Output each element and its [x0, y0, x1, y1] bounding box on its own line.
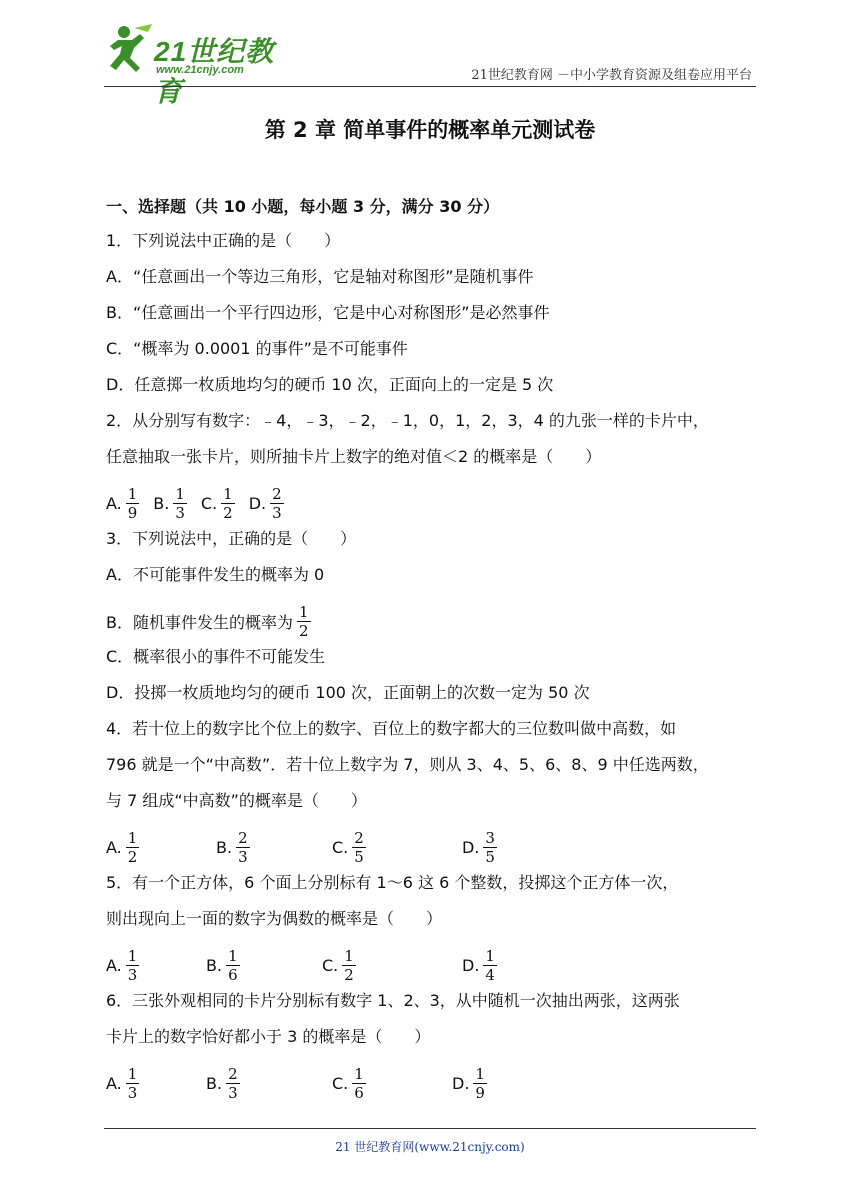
- denominator: 3: [127, 1083, 138, 1102]
- q3-option-b-row: [106, 598, 758, 644]
- fraction: [126, 486, 140, 521]
- option-label: B.: [206, 955, 223, 975]
- fraction: [126, 1066, 140, 1101]
- q6-stem-line2: 卡片上的数字恰好都小于 3 的概率是（ ）: [106, 1027, 431, 1046]
- numerator: 2: [354, 828, 364, 847]
- fraction: [352, 830, 366, 865]
- q4-stem-line3: 与 7 组成“中高数”的概率是（ ）: [106, 791, 367, 810]
- q5-option-c: [322, 948, 462, 983]
- denominator: 3: [175, 503, 185, 522]
- numerator: 1: [127, 828, 138, 847]
- q3-option-c: C．概率很小的事件不可能发生: [106, 647, 326, 666]
- runner-logo-icon: [104, 24, 156, 74]
- q6-options: [106, 1060, 758, 1106]
- q3-option-b: B．随机事件发生的概率为: [106, 612, 293, 632]
- denominator: 5: [485, 847, 495, 866]
- q2-option-b: [153, 486, 191, 521]
- q1-option-d: D．任意掷一枚质地均匀的硬币 10 次，正面向上的一定是 5 次: [106, 375, 554, 394]
- q2-option-d: [249, 486, 288, 521]
- logo-url: www.21cnjy.com: [156, 64, 244, 76]
- option-label: A.: [106, 955, 122, 975]
- numerator: 1: [127, 946, 138, 965]
- option-label: D.: [462, 837, 480, 857]
- fraction: [270, 486, 284, 521]
- numerator: 1: [475, 1064, 485, 1083]
- denominator: 3: [272, 503, 282, 522]
- site-logo[interactable]: [104, 24, 284, 107]
- q6-option-c: [332, 1066, 452, 1101]
- footer-divider: [104, 1128, 756, 1129]
- fraction: [473, 1066, 487, 1101]
- q1-option-b: B．“任意画出一个平行四边形，它是中心对称图形”是必然事件: [106, 303, 550, 322]
- page-header: [0, 0, 860, 107]
- q6-option-a: [106, 1066, 206, 1101]
- option-label: C.: [332, 837, 349, 857]
- logo-text: 21世纪教育: [154, 36, 275, 107]
- fraction: [226, 1066, 240, 1101]
- numerator: 1: [228, 946, 238, 965]
- q3-option-a: A．不可能事件发生的概率为 0: [106, 565, 325, 584]
- numerator: 1: [175, 484, 185, 503]
- numerator: 3: [485, 828, 495, 847]
- exam-content: [106, 194, 758, 1106]
- fraction: [352, 1066, 366, 1101]
- numerator: 1: [354, 1064, 364, 1083]
- q1-option-c: C．“概率为 0.0001 的事件”是不可能事件: [106, 339, 408, 358]
- option-label: D.: [452, 1073, 470, 1093]
- q5-option-a: [106, 948, 206, 983]
- fraction: [483, 948, 497, 983]
- q6-option-d: [452, 1066, 491, 1101]
- numerator: 1: [223, 484, 233, 503]
- option-label: C.: [322, 955, 339, 975]
- option-label: A.: [106, 1073, 122, 1093]
- numerator: 1: [127, 484, 138, 503]
- denominator: 9: [127, 503, 138, 522]
- denominator: 3: [127, 965, 138, 984]
- option-label: C.: [332, 1073, 349, 1093]
- option-label: A.: [106, 837, 122, 857]
- header-site-name: 21世纪教育网 －中小学教育资源及组卷应用平台: [471, 68, 752, 83]
- q5-option-b: [206, 948, 322, 983]
- option-label: A.: [106, 493, 122, 513]
- numerator: 1: [298, 602, 309, 621]
- q2-stem-line1: 2．从分别写有数字：﹣4，﹣3，﹣2，﹣1，0，1，2，3，4 的九张一样的卡片中，: [106, 411, 709, 430]
- q3-stem: 3．下列说法中，正确的是（ ）: [106, 529, 357, 548]
- denominator: 6: [228, 965, 238, 984]
- q2-stem-line2: 任意抽取一张卡片，则所抽卡片上数字的绝对值＜2 的概率是（ ）: [106, 447, 602, 466]
- fraction: [342, 948, 356, 983]
- numerator: 1: [127, 1064, 138, 1083]
- q6-option-b: [206, 1066, 332, 1101]
- q3-option-d: D．投掷一枚质地均匀的硬币 100 次，正面朝上的次数一定为 50 次: [106, 683, 590, 702]
- q5-stem-line1: 5．有一个正方体，6 个面上分别标有 1～6 这 6 个整数，投掷这个正方体一次，: [106, 873, 679, 892]
- denominator: 5: [354, 847, 364, 866]
- option-label: C.: [200, 493, 218, 513]
- fraction: [126, 948, 140, 983]
- denominator: 9: [475, 1083, 485, 1102]
- option-label: B.: [153, 493, 170, 513]
- q4-option-a: [106, 830, 216, 865]
- footer-link[interactable]: 21 世纪教育网(www.21cnjy.com): [335, 1140, 525, 1154]
- q4-stem-line1: 4．若十位上的数字比个位上的数字、百位上的数字都大的三位数叫做中高数，如: [106, 719, 677, 738]
- q5-stem-line2: 则出现向上一面的数字为偶数的概率是（ ）: [106, 909, 443, 928]
- q4-stem-line2: 796 就是一个“中高数”．若十位上数字为 7，则从 3、4、5、6、8、9 中任选两数，: [106, 755, 709, 774]
- fraction: [221, 486, 235, 521]
- q4-option-d: [462, 830, 501, 865]
- denominator: 2: [223, 503, 233, 522]
- q6-stem-line1: 6．三张外观相同的卡片分别标有数字 1、2、3，从中随机一次抽出两张，这两张: [106, 991, 680, 1010]
- q4-option-b: [216, 830, 332, 865]
- option-label: D.: [248, 493, 267, 513]
- numerator: 2: [272, 484, 282, 503]
- denominator: 2: [344, 965, 354, 984]
- fraction: [126, 830, 140, 865]
- fraction: [173, 486, 187, 521]
- numerator: 1: [485, 946, 495, 965]
- q4-option-c: [332, 830, 462, 865]
- q2-option-a: [106, 486, 143, 521]
- fraction: [483, 830, 497, 865]
- numerator: 1: [344, 946, 354, 965]
- denominator: 3: [238, 847, 248, 866]
- q5-option-d: [462, 948, 501, 983]
- denominator: 2: [127, 847, 138, 866]
- option-label: B.: [216, 837, 233, 857]
- q4-options: [106, 824, 758, 870]
- option-label: D.: [462, 955, 480, 975]
- q2-option-c: [201, 486, 239, 521]
- fraction: [226, 948, 240, 983]
- header-divider: [104, 86, 756, 87]
- q2-options: [106, 480, 758, 526]
- numerator: 2: [228, 1064, 238, 1083]
- q5-options: [106, 942, 758, 988]
- fraction: [236, 830, 250, 865]
- q1-option-a: A．“任意画出一个等边三角形，它是轴对称图形”是随机事件: [106, 267, 534, 286]
- denominator: 4: [485, 965, 495, 984]
- fraction: [297, 604, 311, 639]
- q1-stem: 1．下列说法中正确的是（ ）: [106, 231, 341, 250]
- denominator: 3: [228, 1083, 238, 1102]
- section-heading: 一、选择题（共 10 小题，每小题 3 分，满分 30 分）: [106, 197, 500, 216]
- page-title: 第 2 章 简单事件的概率单元测试卷: [264, 118, 596, 142]
- numerator: 2: [238, 828, 248, 847]
- denominator: 2: [298, 621, 309, 640]
- option-label: B.: [206, 1073, 223, 1093]
- denominator: 6: [354, 1083, 364, 1102]
